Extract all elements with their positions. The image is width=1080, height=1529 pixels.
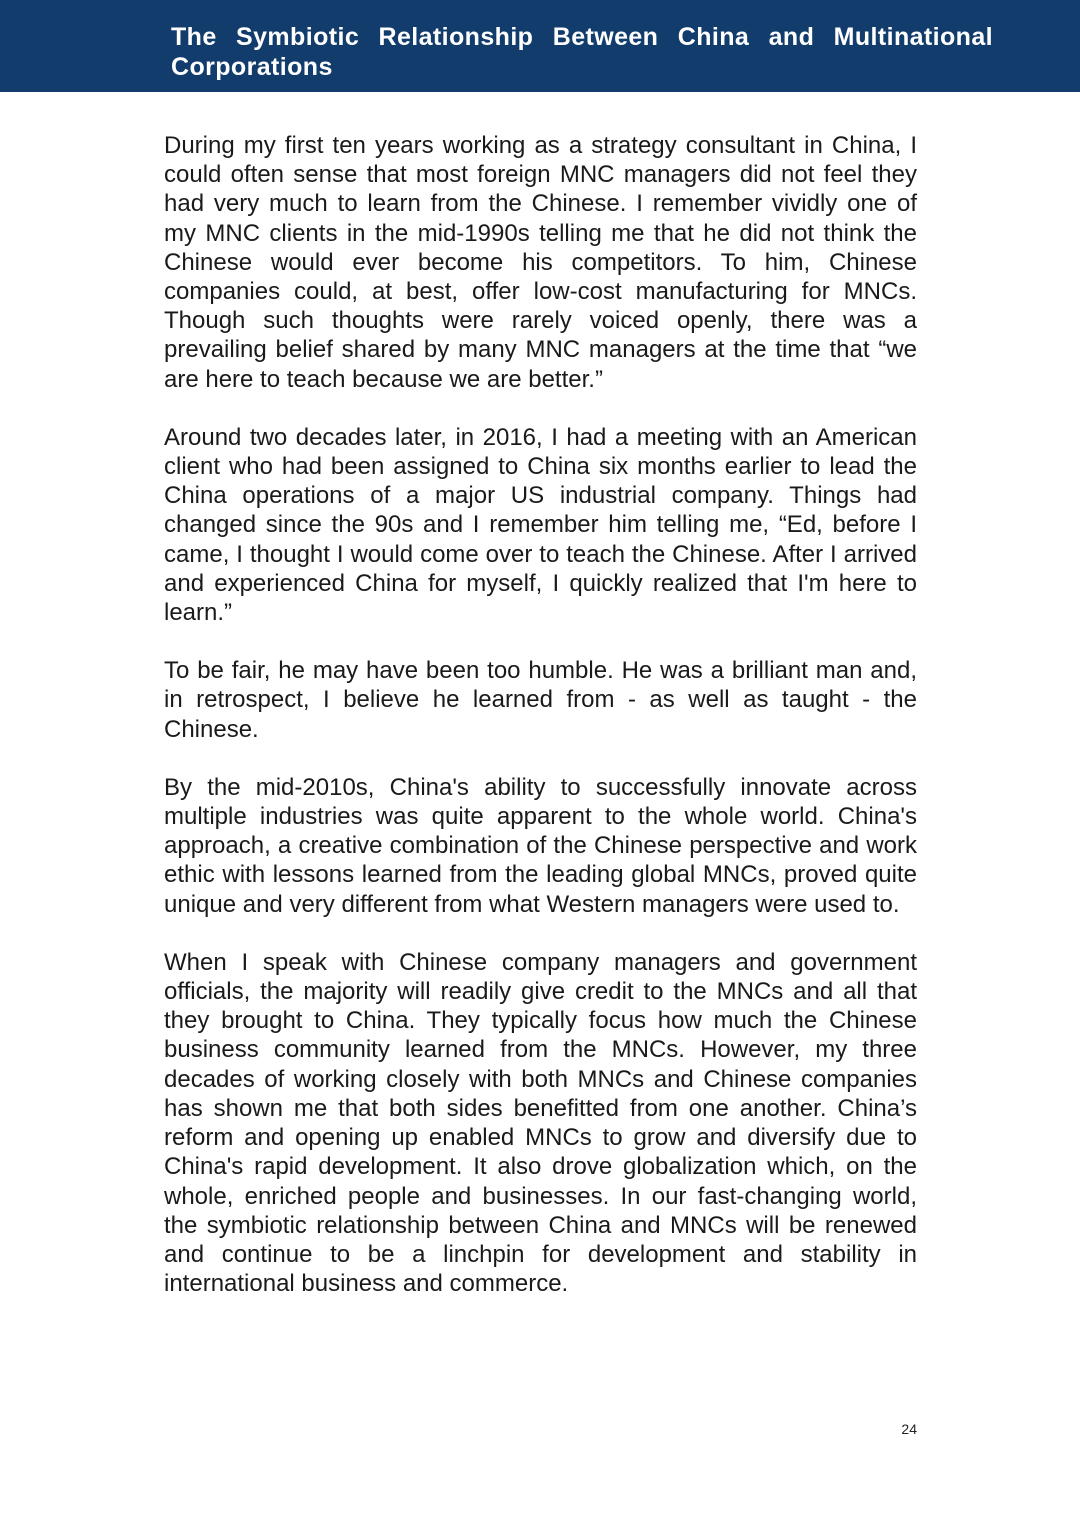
page-number: 24: [901, 1421, 917, 1437]
paragraph-2: Around two decades later, in 2016, I had a meeting with an American client who had been assigned to China six months earlier to lead the China operations of a major US industrial company. Things had changed since the 90s and I remember him telling me, “Ed, before I came, I thought I would come over to teach the Chinese. After I arrived and experienced China for myself, I quickly realized that I'm here to learn.”: [164, 423, 917, 627]
article-body: [164, 131, 917, 1327]
paragraph-3: To be fair, he may have been too humble. He was a brilliant man and, in retrospect, I believe he learned from - as well as taught - the Chinese.: [164, 657, 917, 743]
paragraph-5: When I speak with Chinese company managers and government officials, the majority will readily give credit to the MNCs and all that they brought to China. They typically focus how much the Chinese business community learned from the MNCs. However, my three decades of working closely with both MNCs and Chinese companies has shown me that both sides benefitted from one another. China’s reform and opening up enabled MNCs to grow and diversify due to China's rapid development. It also drove globalization which, on the whole, enriched people and businesses. In our fast-changing world, the symbiotic relationship between China and MNCs will be renewed and continue to be a linchpin for development and stability in international business and commerce.: [164, 948, 917, 1298]
page-title: The Symbiotic Relationship Between China and Multinational Corporations: [171, 23, 993, 81]
header-band: [0, 0, 1080, 92]
paragraph-1: During my first ten years working as a strategy consultant in China, I could often sense that most foreign MNC managers did not feel they had very much to learn from the Chinese. I remember vividly one of my MNC clients in the mid-1990s telling me that he did not think the Chinese would ever become his competitors. To him, Chinese companies could, at best, offer low-cost manufacturing for MNCs. Though such thoughts were rarely voiced openly, there was a prevailing belief shared by many MNC managers at the time that “we are here to teach because we are better.”: [164, 132, 917, 393]
paragraph-4: By the mid-2010s, China's ability to successfully innovate across multiple industries was quite apparent to the whole world. China's approach, a creative combination of the Chinese perspective and work ethic with lessons learned from the leading global MNCs, proved quite unique and very different from what Western managers were used to.: [164, 773, 917, 918]
